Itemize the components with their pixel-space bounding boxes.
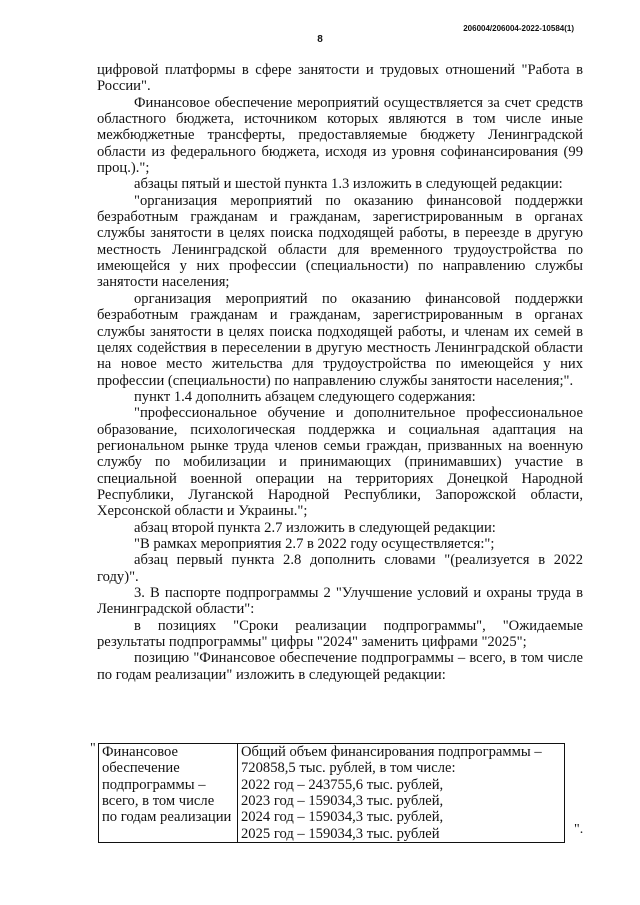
paragraph: цифровой платформы в сфере занятости и трудовых отношений "Работа в России".: [97, 62, 583, 95]
financing-table-block: [90, 741, 610, 841]
paragraph: позицию "Финансовое обеспечение подпрограммы – всего, в том числе по годам реализации" изложить в следующей редакции:: [97, 650, 583, 683]
cell-line: всего, в том числе: [102, 793, 215, 810]
paragraph: организация мероприятий по оказанию финансовой поддержки безработным гражданам и гражданам, зарегистрированным в органах службы занятости в целях поиска подходящей работы, и членам их семей в целях содействия в переселении в другую местность Ленинградской области на новое место жительства для трудоустройства по имеющейся у них профессии (специальности) по направлению службы занятости населения;".: [97, 290, 583, 389]
close-quote: ".: [574, 822, 584, 837]
table-cell-right: [238, 744, 565, 843]
cell-line: обеспечение: [102, 760, 180, 777]
financing-table: [98, 743, 565, 843]
open-quote: ": [90, 741, 96, 756]
table-row: [99, 744, 565, 843]
document-body: [97, 62, 583, 683]
paragraph: "В рамках мероприятия 2.7 в 2022 году осуществляется:";: [134, 535, 495, 552]
cell-line: 2023 год – 159034,3 тыс. рублей,: [241, 793, 444, 810]
cell-line: Общий объем финансирования подпрограммы –: [241, 744, 542, 760]
paragraph: абзацы пятый и шестой пункта 1.3 изложить в следующей редакции:: [134, 176, 563, 193]
page-number: 8: [317, 34, 323, 45]
paragraph: в позициях "Сроки реализации подпрограммы", "Ожидаемые результаты подпрограммы" цифры "2024" заменить цифрами "2025";: [97, 617, 583, 651]
cell-line: подпрограммы –: [102, 776, 206, 793]
cell-line: 2024 год – 159034,3 тыс. рублей,: [241, 809, 444, 826]
table-cell-left: [99, 744, 238, 843]
paragraph: абзац первый пункта 2.8 дополнить словами "(реализуется в 2022 году)".: [97, 552, 583, 585]
paragraph: "организация мероприятий по оказанию финансовой поддержки безработным гражданам и гражданам, зарегистрированным в органах службы занятости в целях поиска подходящей работы, в переезде в другую местность Ленинградской области для временного трудоустройства по имеющейся у них профессии (специальности) по направлению службы занятости населения;: [97, 192, 583, 291]
document-code: 206004/206004-2022-10584(1): [463, 24, 574, 33]
paragraph: пункт 1.4 дополнить абзацем следующего содержания:: [134, 388, 476, 405]
paragraph: Финансовое обеспечение мероприятий осуществляется за счет средств областного бюджета, источником которых являются в том числе иные межбюджетные трансферты, предоставляемые бюджету Ленинградской области из федерального бюджета, исходя из уровня софинансирования (99 проц.).";: [97, 94, 583, 177]
paragraph: "профессиональное обучение и дополнительное профессиональное образование, психологическая поддержка и социальная адаптация на региональном рынке труда членов семьи граждан, призванных на военную службу по мобилизации и принимающих (принимавших) участие в специальной военной операции на территориях Донецкой Народной Республики, Луганской Народной Республики, Запорожской области, Херсонской области и Украины.";: [97, 405, 583, 520]
paragraph: 3. В паспорте подпрограммы 2 "Улучшение условий и охраны труда в Ленинградской области":: [97, 585, 583, 618]
cell-line: 720858,5 тыс. рублей, в том числе:: [241, 760, 456, 777]
cell-line: 2025 год – 159034,3 тыс. рублей: [241, 825, 440, 842]
cell-line: по годам реализации: [102, 809, 232, 826]
cell-line: Финансовое: [102, 744, 178, 760]
paragraph: абзац второй пункта 2.7 изложить в следующей редакции:: [134, 519, 496, 536]
cell-line: 2022 год – 243755,6 тыс. рублей,: [241, 776, 444, 793]
